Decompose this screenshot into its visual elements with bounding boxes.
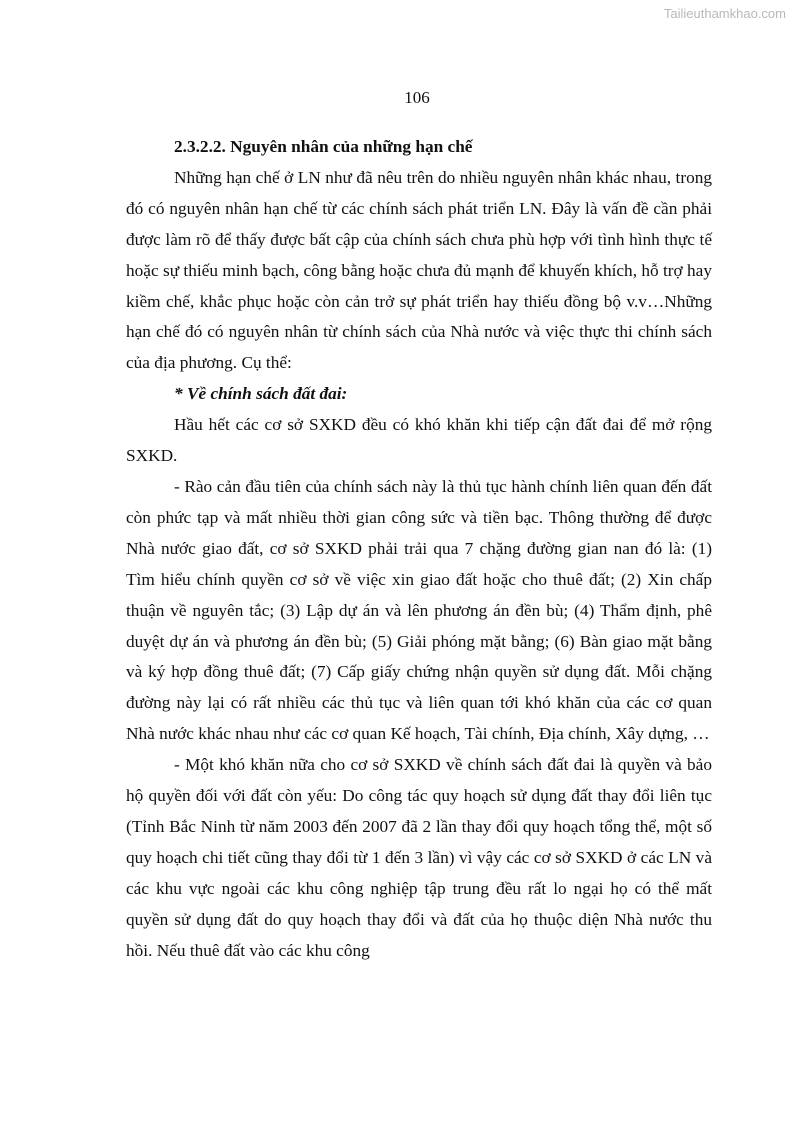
- paragraph-land-access: Hầu hết các cơ sở SXKD đều có khó khăn khi tiếp cận đất đai để mở rộng SXKD.: [126, 415, 712, 466]
- paragraph-intro: Những hạn chế ở LN như đã nêu trên do nhiều nguyên nhân khác nhau, trong đó có nguyên nhân hạn chế từ các chính sách phát triển LN. Đây là vấn đề cần phải được làm rõ để thấy được bất cập của chính sách chưa phù hợp với tình hình thực tế hoặc sự thiếu minh bạch, công bằng hoặc chưa đủ mạnh để khuyến khích, hỗ trợ hay kiềm chế, khắc phục hoặc còn cản trở sự phát triển hay thiếu đồng bộ v.v…Những hạn chế đó có nguyên nhân từ chính sách của Nhà nước và việc thực thi chính sách của địa phương. Cụ thể:: [126, 167, 712, 373]
- document-body: [126, 132, 712, 966]
- paragraph-land-rights: - Một khó khăn nữa cho cơ sở SXKD về chính sách đất đai là quyền và bảo hộ quyền đối với đất còn yếu: Do công tác quy hoạch sử dụng đất thay đổi liên tục (Tỉnh Bắc Ninh từ năm 2003 đến 2007 đã 2 lần thay đổi quy hoạch tổng thể, một số quy hoạch chi tiết cũng thay đổi từ 1 đến 3 lần) vì vậy các cơ sở SXKD ở các LN và các khu vực ngoài các khu công nghiệp tập trung đều rất lo ngại họ có thể mất quyền sử dụng đất do quy hoạch thay đổi và đất của họ thuộc diện Nhà nước thu hồi. Nếu thuê đất vào các khu công: [126, 755, 712, 960]
- paragraph-admin-barrier: - Rào cản đầu tiên của chính sách này là thủ tục hành chính liên quan đến đất còn phức tạp và mất nhiều thời gian công sức và tiền bạc. Thông thường để được Nhà nước giao đất, cơ sở SXKD phải trải qua 7 chặng đường gian nan đó là: (1) Tìm hiểu chính quyền cơ sở về việc xin giao đất hoặc cho thuê đất; (2) Xin chấp thuận về nguyên tắc; (3) Lập dự án và lên phương án đền bù; (4) Thẩm định, phê duyệt dự án và phương án đền bù; (5) Giải phóng mặt bằng; (6) Bàn giao mặt bằng và ký hợp đồng thuê đất; (7) Cấp giấy chứng nhận quyền sử dụng đất. Mỗi chặng đường này lại có rất nhiều các thủ tục và liên quan tới khó khăn của các cơ quan Nhà nước khác nhau như các cơ quan Kế hoạch, Tài chính, Địa chính, Xây dựng, …: [126, 476, 712, 744]
- watermark: Tailieuthamkhao.com: [663, 6, 786, 21]
- subheading-land-policy: * Về chính sách đất đai:: [174, 384, 348, 404]
- section-heading: 2.3.2.2. Nguyên nhân của những hạn chế: [174, 137, 473, 156]
- page-number: 106: [404, 88, 430, 107]
